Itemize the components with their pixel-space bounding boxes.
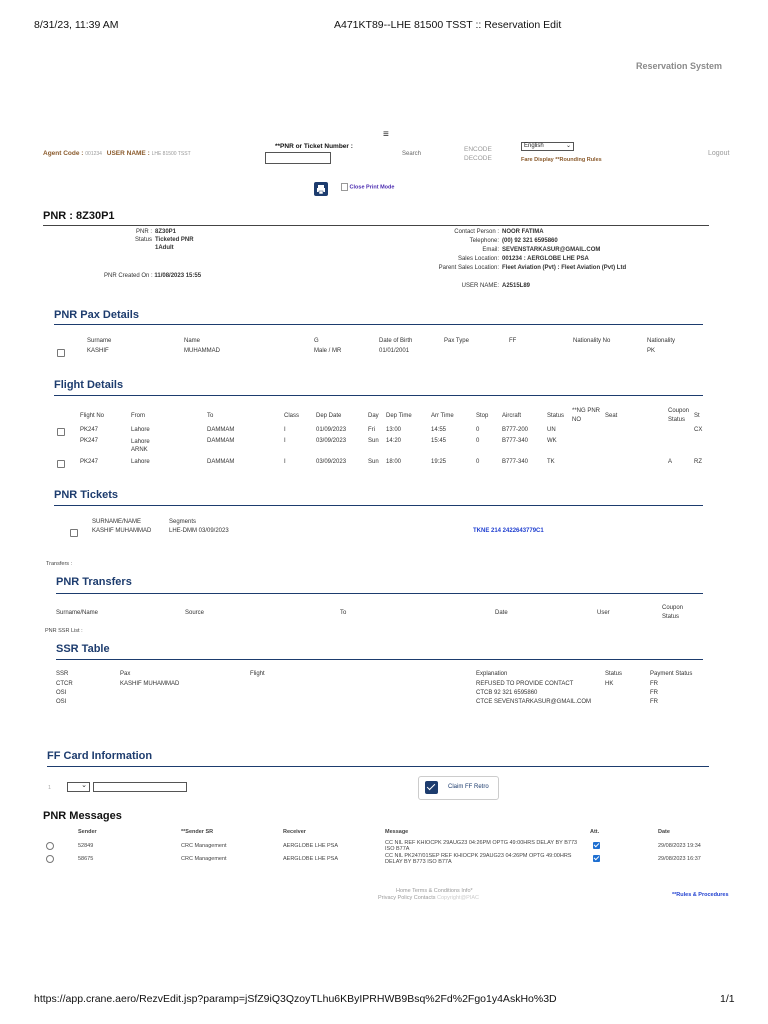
flight-cell: I bbox=[284, 427, 286, 433]
ssr-section-rule bbox=[56, 659, 703, 660]
message-header: **Sender SR bbox=[181, 829, 214, 835]
flight-cell: 15:45 bbox=[431, 438, 447, 444]
tickets-section-title: PNR Tickets bbox=[54, 489, 118, 501]
flight-cell: TK bbox=[547, 459, 555, 465]
parent-sales-value: Fleet Aviation (Pvt) : Fleet Aviation (Pvt) Ltd bbox=[502, 265, 627, 271]
email-value: SEVENSTARKASUR@GMAIL.COM bbox=[502, 247, 601, 253]
ssr-header: SSR bbox=[56, 671, 69, 677]
pax-header: Date of Birth bbox=[379, 338, 413, 344]
pnr-label: PNR : bbox=[135, 229, 152, 235]
flight-header: To bbox=[207, 413, 214, 419]
pax-section-rule bbox=[54, 324, 703, 325]
footer-links-row1 bbox=[396, 888, 473, 894]
chevron-down-icon: ⌄ bbox=[565, 143, 571, 149]
flight-header: Dep Time bbox=[386, 413, 412, 419]
message-cell: AERGLOBE LHE PSA bbox=[283, 843, 339, 849]
flight-header: Coupon Status bbox=[668, 408, 690, 423]
transfer-header: Coupon Status bbox=[662, 605, 684, 620]
ssr-header: Pax bbox=[120, 671, 131, 677]
user-name-value: LHE 81500 TSST bbox=[151, 151, 191, 157]
flight-header: Arr Time bbox=[431, 413, 454, 419]
ssr-cell: OSI bbox=[56, 690, 67, 696]
message-row-radio[interactable] bbox=[46, 855, 54, 863]
pax-header: Surname bbox=[87, 338, 112, 344]
message-cell: AERGLOBE LHE PSA bbox=[283, 856, 339, 862]
flight-cell: B777-200 bbox=[502, 427, 529, 433]
flight-header: Class bbox=[284, 413, 300, 419]
email-label: Email: bbox=[482, 247, 499, 253]
flight-header: St bbox=[694, 413, 700, 419]
ff-section-rule bbox=[47, 766, 709, 767]
flight-cell: PK247 bbox=[80, 459, 99, 465]
transfer-header: User bbox=[597, 610, 610, 616]
claim-ff-retro-label: Claim FF Retro bbox=[448, 784, 489, 790]
privacy-link[interactable]: Privacy Policy bbox=[378, 895, 413, 901]
flight-header: **NG PNR NO bbox=[572, 408, 601, 423]
pax-cell: Male / MR bbox=[314, 348, 342, 354]
terms-link[interactable]: Terms & Conditions bbox=[412, 888, 460, 894]
tickets-section-rule bbox=[54, 505, 703, 506]
pax-header: Name bbox=[184, 338, 201, 344]
contact-values bbox=[502, 228, 626, 291]
flight-cell: WK bbox=[547, 438, 557, 444]
ticket-cell-segments: LHE-DMM 03/09/2023 bbox=[169, 528, 229, 534]
ssr-cell: OSI bbox=[56, 699, 67, 705]
messages-section-title: PNR Messages bbox=[43, 810, 122, 822]
ssr-header: Flight bbox=[250, 671, 265, 677]
ssr-cell: HK bbox=[605, 681, 614, 687]
flight-cell: 03/09/2023 bbox=[316, 438, 347, 444]
agent-code-value: 001234 bbox=[85, 151, 102, 157]
copyright-text: Copyright@PIAC bbox=[437, 895, 479, 901]
ff-card-input[interactable] bbox=[93, 782, 187, 792]
created-label: PNR Created On : bbox=[104, 273, 153, 279]
pax-cell: PK bbox=[647, 348, 656, 354]
fare-display-link[interactable]: Fare Display bbox=[521, 157, 554, 163]
flight-cell: 0 bbox=[476, 438, 480, 444]
flight-cell: I bbox=[284, 438, 286, 444]
flight-cell: 03/09/2023 bbox=[316, 459, 347, 465]
broken-image-icon bbox=[341, 183, 348, 191]
pax-header: Nationality bbox=[647, 338, 676, 344]
ssr-cell: KASHIF MUHAMMAD bbox=[120, 681, 180, 687]
message-header: Sender bbox=[78, 829, 97, 835]
telephone-value: (00) 92 321 6595860 bbox=[502, 238, 558, 244]
message-header: Att. bbox=[590, 829, 600, 835]
ssr-small-label: PNR SSR List : bbox=[45, 628, 83, 634]
system-title: Reservation System bbox=[636, 61, 723, 71]
flight-cell: 01/09/2023 bbox=[316, 427, 347, 433]
pnr-user-name-value: A2515L89 bbox=[502, 283, 531, 289]
printer-icon bbox=[314, 182, 328, 196]
flight-cell: 19:25 bbox=[431, 459, 447, 465]
ssr-cell: CTCB 92 321 6595860 bbox=[476, 690, 538, 696]
transfer-header: To bbox=[340, 610, 347, 616]
ff-section-title: FF Card Information bbox=[47, 750, 153, 762]
info-link[interactable]: Info* bbox=[461, 888, 473, 894]
contact-labels bbox=[410, 228, 499, 291]
flight-section-title: Flight Details bbox=[54, 379, 124, 391]
search-link[interactable]: Search bbox=[402, 151, 422, 157]
hamburger-menu-icon[interactable]: ≡ bbox=[383, 129, 389, 140]
flight-header: Flight No bbox=[80, 413, 105, 419]
flight-cell: Fri bbox=[368, 427, 375, 433]
pax-row-checkbox[interactable] bbox=[57, 349, 65, 357]
print-title: A471KT89--LHE 81500 TSST :: Reservation Edit bbox=[334, 19, 562, 31]
flight-cell: Lahore ARNK bbox=[131, 439, 150, 453]
check-icon bbox=[425, 781, 438, 794]
flight-cell: Lahore bbox=[131, 427, 150, 433]
ssr-section-title: SSR Table bbox=[56, 643, 110, 655]
sales-location-value: 001234 : AERGLOBE LHE PSA bbox=[502, 256, 589, 262]
ticket-header: Segments bbox=[169, 519, 197, 525]
ssr-header: Status bbox=[605, 671, 623, 677]
flight-cell: A bbox=[668, 459, 673, 465]
flight-cell: DAMMAM bbox=[207, 427, 235, 433]
message-cell: CC NIL REF KHIOCPK 29AUG23 04:26PM OPTG 49:00HRS DELAY BY B773 ISO B77A bbox=[385, 840, 578, 852]
flight-cell: Lahore bbox=[131, 459, 150, 465]
transfers-section-rule bbox=[56, 593, 703, 594]
flight-cell: RZ bbox=[694, 459, 702, 465]
message-cell: CRC Management bbox=[181, 856, 227, 862]
pax-section-title: PNR Pax Details bbox=[54, 309, 139, 321]
pnr-heading: PNR : 8Z30P1 bbox=[43, 210, 115, 222]
pnr-info-left bbox=[100, 228, 152, 244]
print-page-number: 1/1 bbox=[720, 993, 735, 1005]
transfer-header: Date bbox=[495, 610, 508, 616]
ssr-cell: FR bbox=[650, 690, 658, 696]
pax-header: G bbox=[314, 338, 319, 344]
flight-cell: Sun bbox=[368, 459, 379, 465]
pax-cell: KASHIF bbox=[87, 348, 109, 354]
message-header: Receiver bbox=[283, 829, 306, 835]
pax-header: FF bbox=[509, 338, 517, 344]
message-cell: 52849 bbox=[78, 843, 94, 849]
flight-row-checkbox[interactable] bbox=[57, 460, 65, 468]
fare-links bbox=[521, 157, 602, 163]
ssr-cell: REFUSED TO PROVIDE CONTACT bbox=[476, 681, 574, 687]
ssr-header: Explanation bbox=[476, 671, 508, 677]
pax-count: 1Adult bbox=[155, 245, 174, 251]
language-value: English bbox=[524, 143, 544, 149]
ff-prefix: 1 bbox=[48, 785, 52, 791]
agent-code-label: Agent Code : bbox=[43, 150, 84, 157]
flight-header: Day bbox=[368, 413, 379, 419]
status-value: Ticketed PNR bbox=[155, 237, 194, 243]
message-cell: 58675 bbox=[78, 856, 94, 862]
ticket-row-checkbox[interactable] bbox=[70, 529, 78, 537]
ticket-number-link[interactable]: TKNE 214 2422643779C1 bbox=[473, 528, 544, 534]
transfers-section-title: PNR Transfers bbox=[56, 576, 132, 588]
flight-row-checkbox[interactable] bbox=[57, 428, 65, 436]
flight-header: From bbox=[131, 413, 145, 419]
transfer-header: Source bbox=[185, 610, 205, 616]
flight-header: Dep Date bbox=[316, 413, 342, 419]
ticket-header: SURNAME/NAME bbox=[92, 519, 142, 525]
rules-procedures-link[interactable]: **Rules & Procedures bbox=[672, 892, 729, 898]
status-label: Status bbox=[134, 237, 152, 243]
print-url: https://app.crane.aero/RezvEdit.jsp?paramp=jSfZ9iQ3QzoyTLhu6KByIPRHWB9Bsq%2Fd%2Fgo1y4AskHo%3D bbox=[34, 993, 557, 1005]
flight-cell: 13:00 bbox=[386, 427, 402, 433]
footer-links-row2 bbox=[378, 895, 479, 901]
pax-header: Pax Type bbox=[444, 338, 469, 344]
flight-cell: CX bbox=[694, 427, 703, 433]
flight-cell: 14:55 bbox=[431, 427, 447, 433]
close-print-mode-label: Close Print Mode bbox=[349, 184, 395, 191]
flight-cell: 0 bbox=[476, 427, 480, 433]
print-button[interactable] bbox=[314, 182, 328, 196]
flight-cell: B777-340 bbox=[502, 438, 529, 444]
close-print-mode-link[interactable] bbox=[341, 183, 394, 191]
flight-header: Stop bbox=[476, 413, 489, 419]
message-header: Message bbox=[385, 829, 409, 835]
ssr-cell: FR bbox=[650, 681, 658, 687]
flight-cell: 0 bbox=[476, 459, 480, 465]
claim-ff-retro-button[interactable] bbox=[418, 776, 499, 800]
flight-cell: DAMMAM bbox=[207, 438, 235, 444]
attachment-checkbox[interactable] bbox=[593, 855, 600, 862]
message-cell: 29/08/2023 16:37 bbox=[658, 856, 701, 862]
home-link[interactable]: Home bbox=[396, 888, 411, 894]
message-cell: CC NIL PK247/01SEP REF KHIOCPK 29AUG23 04:26PM OPTG 49:00HRS DELAY BY B773 ISO B77A bbox=[385, 853, 572, 865]
attachment-checkbox[interactable] bbox=[593, 842, 600, 849]
created-value: 11/08/2023 15:55 bbox=[154, 273, 202, 279]
created-on bbox=[104, 273, 201, 279]
logout-link[interactable]: Logout bbox=[708, 150, 730, 157]
flight-header: Status bbox=[547, 413, 565, 419]
flight-cell: Sun bbox=[368, 438, 379, 444]
contact-person-value: NOOR FATIMA bbox=[502, 229, 544, 235]
message-cell: CRC Management bbox=[181, 843, 227, 849]
pnr-info-values bbox=[155, 228, 194, 252]
ssr-header: Payment Status bbox=[650, 671, 693, 677]
flight-cell: PK247 bbox=[80, 438, 99, 444]
ssr-cell: CTCR bbox=[56, 681, 73, 687]
telephone-label: Telephone: bbox=[469, 238, 499, 244]
pax-cell: MUHAMMAD bbox=[184, 348, 220, 354]
ssr-cell: FR bbox=[650, 699, 658, 705]
flight-cell: 14:20 bbox=[386, 438, 402, 444]
pnr-input-label: **PNR or Ticket Number : bbox=[275, 143, 353, 150]
pax-header: Nationality No bbox=[573, 338, 611, 344]
flight-cell: PK247 bbox=[80, 427, 99, 433]
flight-cell: I bbox=[284, 459, 286, 465]
contact-person-label: Contact Person : bbox=[454, 229, 499, 235]
pnr-ticket-input[interactable] bbox=[265, 152, 331, 164]
sales-location-label: Sales Location: bbox=[457, 256, 499, 262]
transfer-header: Surname/Name bbox=[56, 610, 99, 616]
flight-cell: B777-340 bbox=[502, 459, 529, 465]
rounding-rules-link[interactable]: **Rounding Rules bbox=[555, 157, 602, 163]
transfers-small-label: Transfers : bbox=[46, 561, 73, 567]
message-cell: 29/08/2023 19:34 bbox=[658, 843, 701, 849]
message-row-radio[interactable] bbox=[46, 842, 54, 850]
flight-header: Aircraft bbox=[502, 413, 522, 419]
pnr-heading-rule bbox=[43, 225, 709, 226]
flight-cell: 18:00 bbox=[386, 459, 402, 465]
contacts-link[interactable]: Contacts bbox=[413, 895, 436, 901]
decode-link[interactable]: DECODE bbox=[464, 155, 492, 162]
language-select[interactable] bbox=[521, 142, 574, 151]
flight-header: Seat bbox=[605, 413, 618, 419]
ff-program-select[interactable] bbox=[67, 782, 90, 792]
print-datetime: 8/31/23, 11:39 AM bbox=[34, 19, 119, 31]
agent-info bbox=[43, 150, 191, 157]
pax-cell: 01/01/2001 bbox=[379, 348, 410, 354]
ssr-cell: CTCE SEVENSTARKASUR@GMAIL.COM bbox=[476, 699, 591, 705]
flight-section-rule bbox=[54, 395, 703, 396]
parent-sales-label: Parent Sales Location: bbox=[438, 265, 499, 271]
flight-cell: DAMMAM bbox=[207, 459, 235, 465]
flight-cell: UN bbox=[547, 427, 556, 433]
encode-link[interactable]: ENCODE bbox=[464, 146, 492, 153]
message-header: Date bbox=[658, 829, 670, 835]
ticket-cell-name: KASHIF MUHAMMAD bbox=[92, 528, 152, 534]
chevron-down-icon: ⌄ bbox=[81, 782, 87, 789]
pnr-user-name-label: USER NAME: bbox=[461, 283, 499, 289]
user-name-label: USER NAME : bbox=[106, 150, 150, 157]
pnr-value: 8Z30P1 bbox=[155, 229, 177, 235]
